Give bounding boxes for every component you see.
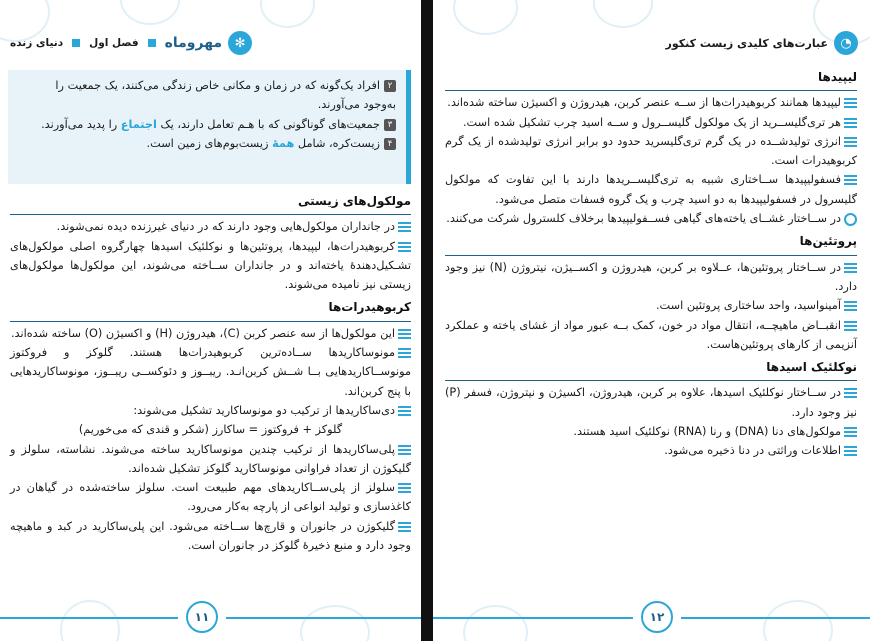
atom-icon — [844, 213, 857, 226]
box-number-badge: ۴ — [384, 138, 396, 150]
bullet-item — [445, 316, 857, 355]
footer-line — [226, 617, 421, 619]
bullet-item — [445, 296, 857, 315]
box-text: زیست‌کره، شامل — [294, 136, 380, 150]
right-header — [666, 28, 858, 58]
bullet-item — [10, 401, 411, 420]
box-text: زیست‌بوم‌های زمین است. — [146, 136, 273, 150]
brand-name: مهروماه — [164, 35, 223, 51]
fan-logo-icon: ✻ — [228, 31, 252, 55]
section-heading: مولکول‌های زیستی — [10, 192, 411, 215]
list-lines-icon — [398, 348, 411, 358]
bullet-text: اطلاعات وراثتی در دنا ذخیره می‌شود. — [664, 444, 841, 458]
bullet-item — [445, 170, 857, 209]
bullet-text: در جانداران مولکول‌هایی وجود دارند که در دنیای غیرزنده دیده نمی‌شوند. — [56, 220, 395, 234]
bullet-item — [445, 258, 857, 297]
list-lines-icon — [398, 222, 411, 232]
section-heading: کربوهیدرات‌ها — [10, 298, 411, 321]
list-lines-icon — [844, 388, 857, 398]
separator-square-icon — [148, 39, 156, 47]
list-lines-icon — [844, 427, 857, 437]
right-page — [433, 0, 870, 641]
separator-square-icon — [72, 39, 80, 47]
bullet-text: در ســاختار نوکلئیک اسیدها، علاوه بر کربن، هیدروژن، اکسیژن و نیتروژن، فسفر (P) نیز وجود دارد. — [445, 386, 857, 419]
bullet-text: انرژی تولیدشــده در یک گرم تری‌گلیسرید حدود دو برابر انرژی تولیدشده از یک گرم کربوهیدرات است. — [445, 134, 857, 168]
bullet-text: انقبــاض ماهیچــه، انتقال مواد در خون، کمک بــه عبور مواد از غشای یاخته و عملکرد آنزیمی از کارهای پروتئین‌هاست. — [445, 318, 857, 351]
bullet-text: هر تری‌گلیســرید از یک مولکول گلیســرول و ســه اسید چرب تشکیل شده است. — [462, 115, 841, 129]
bullet-item — [445, 93, 857, 112]
left-page — [0, 0, 421, 641]
bullet-text: کربوهیدرات‌ها، لیپیدها، پروتئین‌ها و نوکلئیک اسیدها چهارگروه اصلی مولکول‌های تشـکیل‌دهندهٔ یاخته‌اند و در جانداران ســاخته می‌شوند، این مولکول‌ها مولکول‌های زیستی نیز نامیده می‌شوند. — [10, 239, 411, 292]
list-lines-icon — [844, 301, 857, 311]
bullet-text: مولکول‌های دنا (DNA) و رنا (RNA) نوکلئیک اسید هستند. — [573, 425, 841, 439]
box-text: را پدید می‌آورند. — [41, 117, 121, 131]
bullet-item — [445, 113, 857, 132]
list-lines-icon — [398, 522, 411, 532]
list-lines-icon — [398, 406, 411, 416]
page-number: ۱۲ — [641, 601, 673, 633]
bullet-item — [10, 440, 411, 479]
box-text: افراد یک‌گونه که در زمان و مکانی خاص زندگی می‌کنند، یک جمعیت را به‌وجود می‌آورند. — [55, 79, 396, 112]
bullet-text: دی‌ساکاریدها از ترکیب دو مونوساکارید تشکیل می‌شوند: — [133, 403, 395, 417]
bullet-text: در ســاختار پروتئین‌ها، عــلاوه بر کربن، هیدروژن و اکســیژن، نیتروژن (N) نیز وجود دارد. — [445, 260, 857, 293]
highlight-term: اجتماع — [120, 117, 157, 131]
box-number-badge: ۲ — [384, 80, 396, 92]
bullet-item — [445, 422, 857, 441]
list-lines-icon — [844, 446, 857, 456]
bullet-text: در ســاختار غشــای یاخته‌های گیاهی فســفولیپیدها برخلاف کلسترول شرکت می‌کنند. — [446, 212, 841, 226]
bullet-item — [445, 441, 857, 460]
bullet-text: گلیکوژن در جانوران و قارچ‌ها ســاخته می‌شود. این پلی‌ساکارید در کبد و ماهیچه وجود دارد و منبع ذخیرهٔ گلوکز در جانوران است. — [10, 519, 411, 553]
list-lines-icon — [844, 175, 857, 185]
left-header — [10, 28, 252, 58]
list-lines-icon — [844, 263, 857, 273]
pacman-logo-icon: ◔ — [834, 31, 858, 55]
bullet-item — [10, 478, 411, 517]
bullet-text: این مولکول‌ها از سه عنصر کربن (C)، هیدروژن (H) و اکسیژن (O) ساخته شده‌اند. — [10, 326, 395, 340]
chapter-label: فصل اول — [89, 37, 139, 49]
box-item — [24, 134, 396, 153]
section-heading: نوکلئیک اسیدها — [445, 358, 857, 381]
bullet-item — [10, 343, 411, 401]
bullet-item — [445, 209, 857, 228]
list-lines-icon — [398, 445, 411, 455]
bullet-item — [10, 420, 411, 439]
bullet-text: فسفولیپیدها ســاختاری شبیه به تری‌گلیســریدها دارند با این تفاوت که مولکول گلیسرول در فسفولیپیدها به دو اسید چرب و یک گروه فسفات متصل می‌شود. — [445, 173, 857, 206]
bullet-text: سلولز از پلی‌ســاکاریدهای مهم طبیعت است. سلولز ساخته‌شده در گیاهان در کاغذسازی و تولید انواعی از پارچه به‌کار می‌رود. — [10, 481, 411, 514]
bullet-item — [10, 324, 411, 343]
bullet-item — [10, 217, 411, 236]
list-lines-icon — [844, 98, 857, 108]
footer-line — [0, 617, 178, 619]
list-lines-icon — [398, 483, 411, 493]
bullet-item — [445, 383, 857, 422]
box-number-badge: ۳ — [384, 119, 396, 131]
page-number: ۱۱ — [186, 601, 218, 633]
definition-box — [8, 70, 411, 184]
footer-line — [433, 617, 633, 619]
list-lines-icon — [844, 137, 857, 147]
highlight-term: همهٔ — [272, 136, 295, 150]
section-heading: پروتئین‌ها — [445, 232, 857, 255]
box-text: جمعیت‌های گوناگونی که با هـم تعامل دارند، یک — [156, 117, 380, 131]
bullet-text: آمینواسید، واحد ساختاری پروتئین است. — [655, 299, 841, 313]
header-title: عبارت‌های کلیدی زیست کنکور — [665, 36, 828, 50]
bullet-text: گلوکز + فروکتوز = ساکارز (شکر و قندی که می‌خوریم) — [78, 423, 343, 437]
box-item — [24, 115, 396, 134]
left-body — [10, 188, 411, 555]
bullet-item — [10, 517, 411, 556]
bullet-text: مونوساکاریدها ســاده‌ترین کربوهیدرات‌ها هستند. گلوکز و فروکتوز مونوســاکاریدهایی بــا شــش کربن‌انـد. ریبــوز و دئوکســی ریبــوز، مونوساکاریدهایی با پنج کربن‌اند. — [10, 346, 411, 398]
bullet-text: پلی‌ساکاریدها از ترکیب چندین مونوساکارید ساخته می‌شوند. نشاسته، سلولز و گلیکوژن از تعداد فراوانی مونوساکارید گلوکز تشکیل شده‌اند. — [10, 442, 411, 475]
section-heading: لیپیدها — [445, 68, 857, 91]
list-lines-icon — [398, 242, 411, 252]
right-body — [445, 64, 857, 461]
bullet-item — [10, 237, 411, 295]
box-item — [24, 76, 396, 115]
topic-label: دنیای زنده — [10, 37, 64, 49]
bullet-text: لیپیدها همانند کربوهیدرات‌ها از ســه عنصر کربن، هیدروژن و اکسیژن ساخته شده‌اند. — [447, 96, 841, 110]
footer-line — [681, 617, 870, 619]
list-lines-icon — [844, 118, 857, 128]
list-lines-icon — [844, 321, 857, 331]
bullet-item — [445, 132, 857, 171]
book-gutter — [421, 0, 433, 641]
list-lines-icon — [398, 329, 411, 339]
